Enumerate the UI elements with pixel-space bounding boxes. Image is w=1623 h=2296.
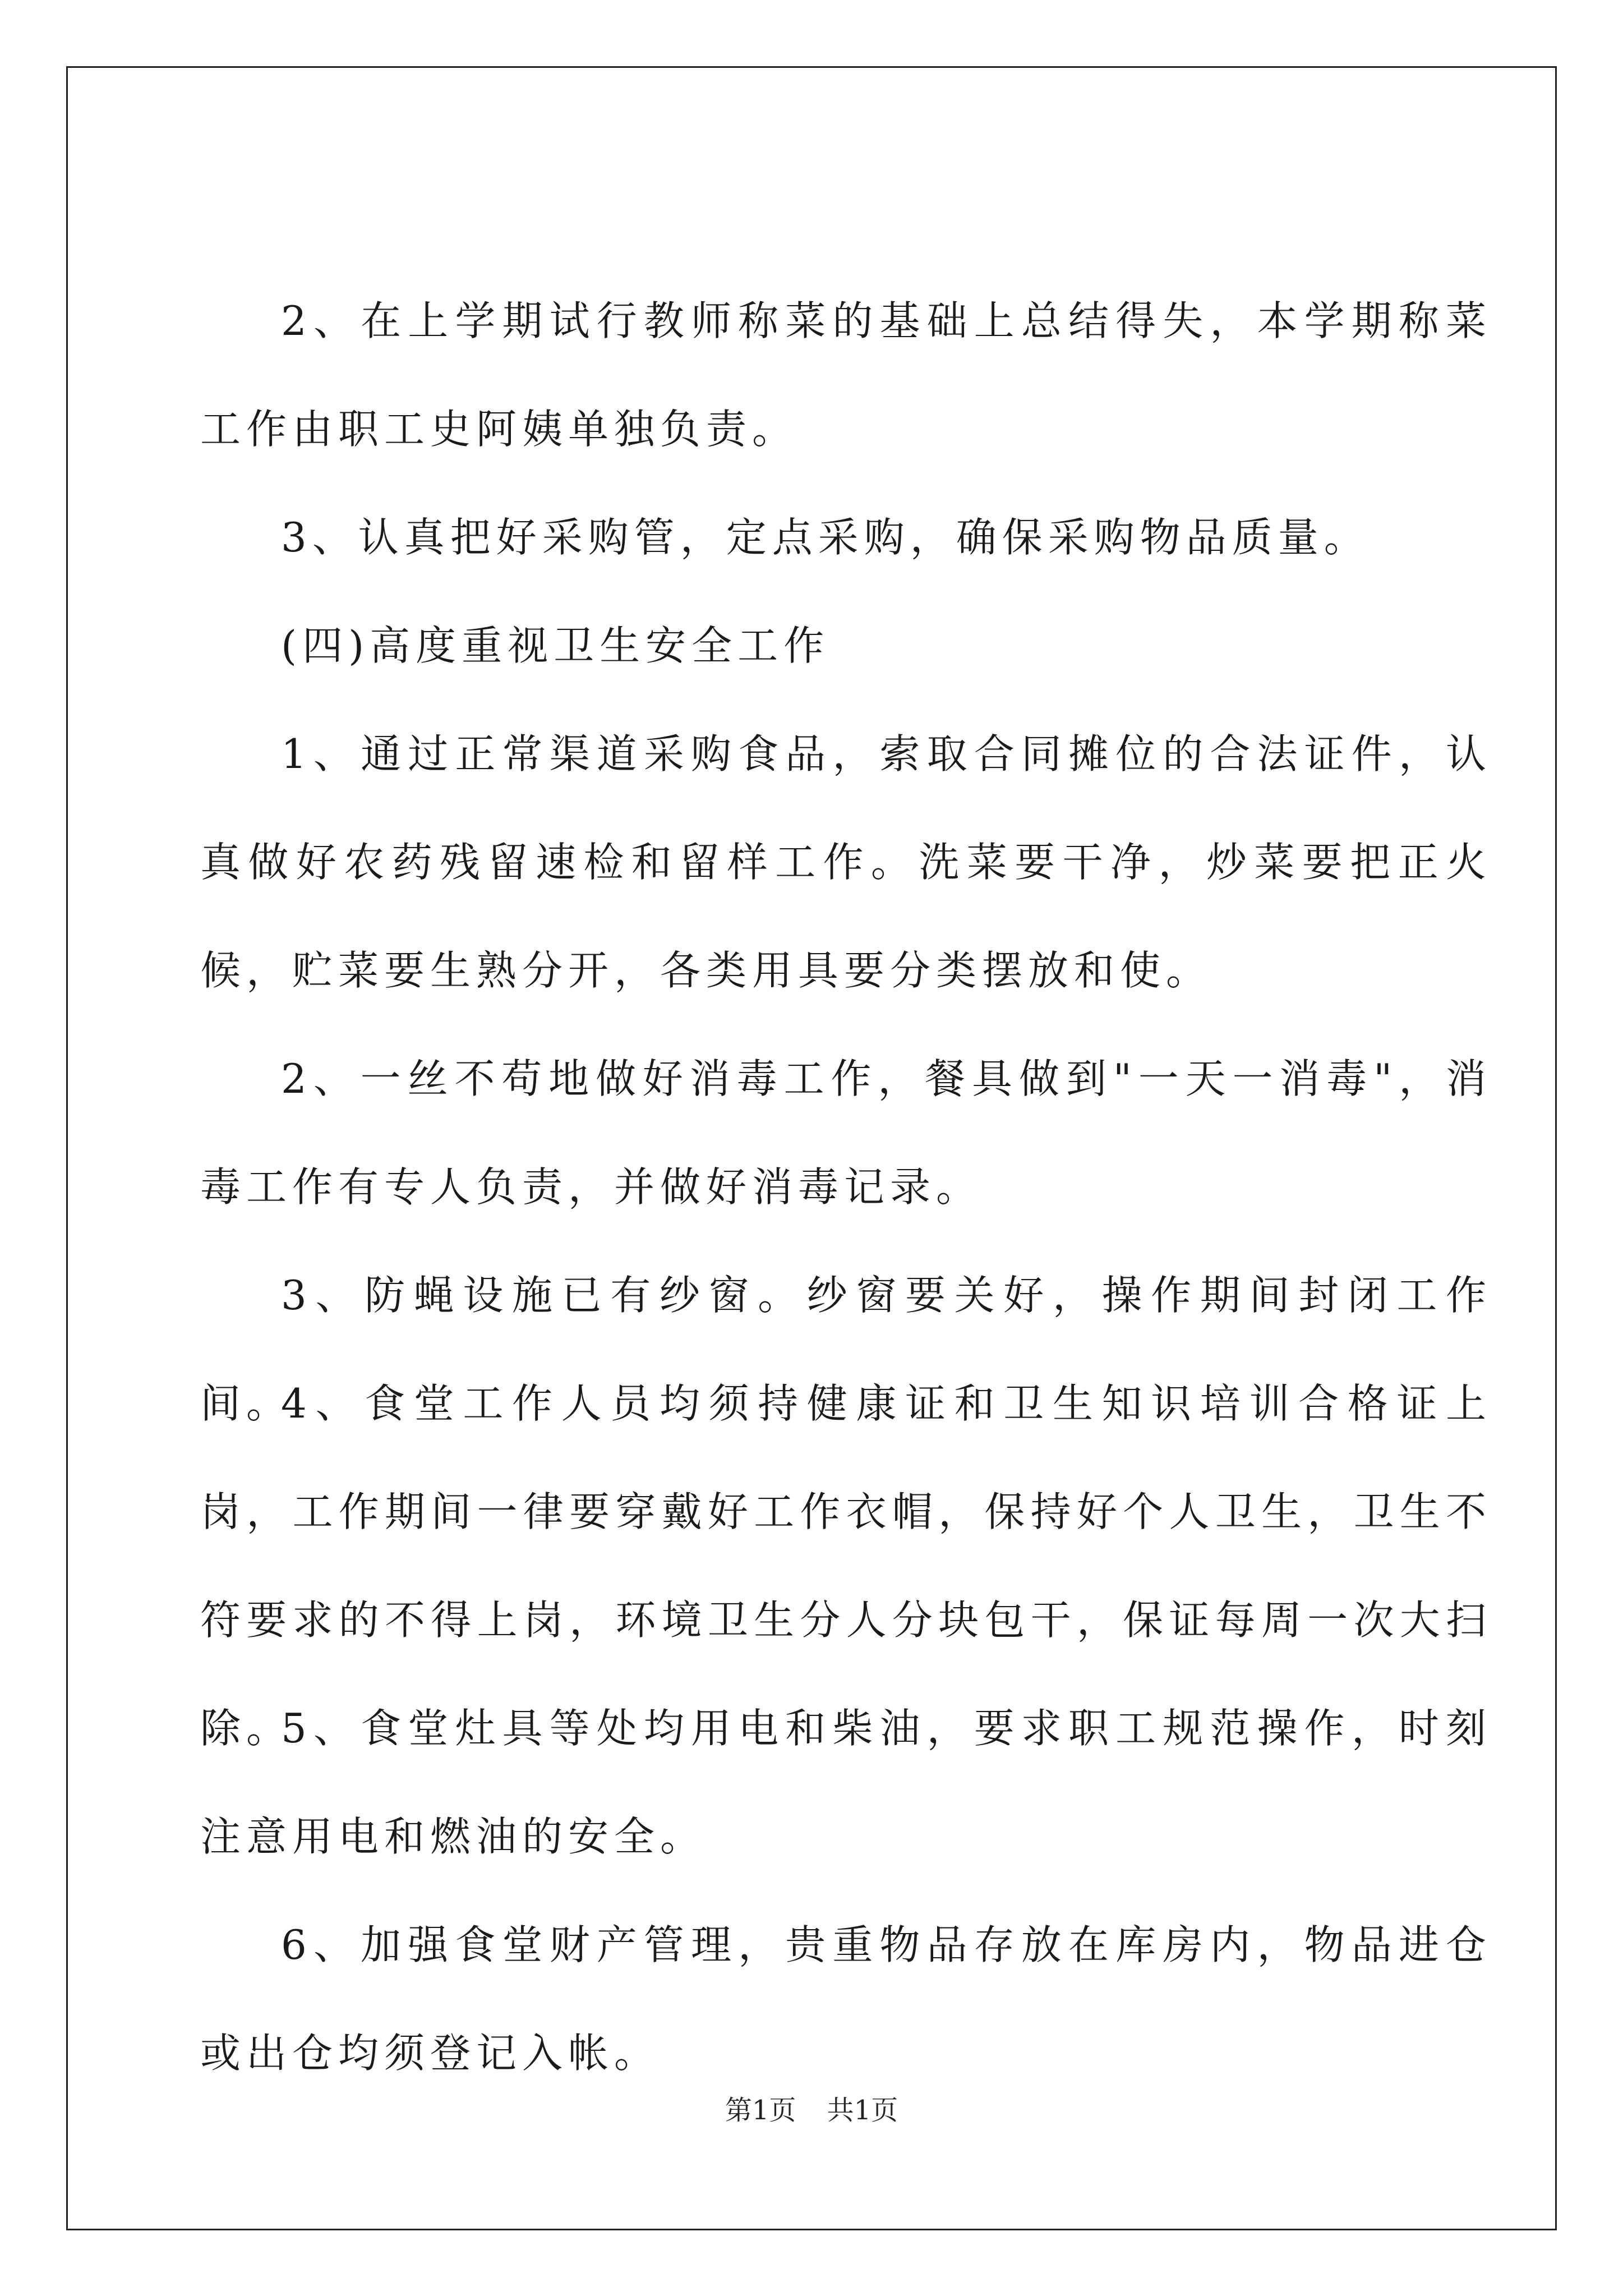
paragraph-item-2-disinfection: 2、一丝不苟地做好消毒工作，餐具做到"一天一消毒"，消毒工作有专人负责，并做好消毒记录。 [200, 1055, 1492, 1211]
paragraph-item-3-purchasing: 3、认真把好采购管，定点采购，确保采购物品质量。 [281, 514, 1370, 561]
page-number-total: 共1页 [827, 2095, 898, 2126]
paragraph-item-5-fuel-safety: 5、食堂灶具等处均用电和柴油，要求职工规范操作，时刻注意用电和燃油的安全。 [200, 1705, 1492, 1860]
paragraph-item-3-fly-prevention: 3、防蝇设施已有纱窗。纱窗要关好，操作期间封闭工作间。 [200, 1272, 1492, 1427]
page-number-current: 第1页 [725, 2095, 796, 2126]
paragraph-item-1-food-sourcing: 1、通过正常渠道采购食品，索取合同摊位的合法证件，认真做好农药残留速检和留样工作。洗菜要干净，炒菜要把正火候，贮菜要生熟分开，各类用具要分类摆放和使。 [200, 730, 1492, 994]
page-footer [0, 2093, 1623, 2127]
section-heading-hygiene-safety: (四)高度重视卫生安全工作 [281, 622, 830, 669]
paragraph-item-6-property-management: 6、加强食堂财产管理，贵重物品存放在库房内，物品进仓或出仓均须登记入帐。 [200, 1921, 1492, 2077]
paragraph-item-2-weighing: 2、在上学期试行教师称菜的基础上总结得失，本学期称菜工作由职工史阿姨单独负责。 [200, 297, 1492, 453]
page-frame [66, 66, 1557, 2230]
paragraph-item-4-staff-health: 4、食堂工作人员均须持健康证和卫生知识培训合格证上岗，工作期间一律要穿戴好工作衣帽，保持好个人卫生，卫生不符要求的不得上岗，环境卫生分人分块包干，保证每周一次大扫除。 [200, 1380, 1492, 1752]
